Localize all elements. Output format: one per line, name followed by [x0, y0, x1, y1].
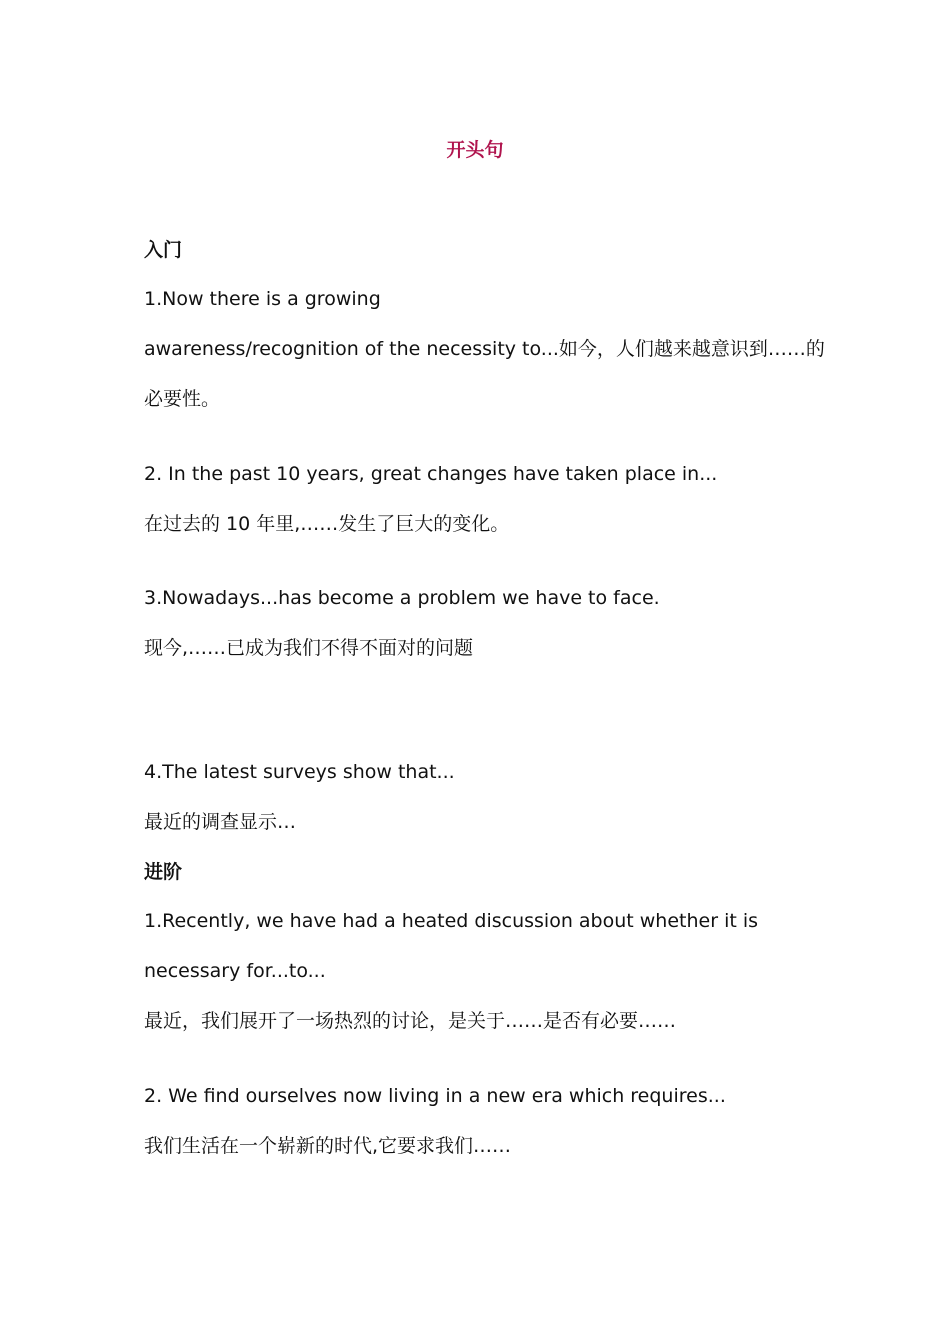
item-2-english: 2. In the past 10 years, great changes have taken place in... — [144, 463, 718, 485]
adv-item-1-english-line-1: 1.Recently, we have had a heated discussion about whether it is — [144, 910, 759, 932]
adv-item-1-chinese: 最近，我们展开了一场热烈的讨论，是关于……是否有必要…… — [144, 1010, 677, 1032]
document-title: 开头句 — [446, 139, 504, 161]
adv-item-1-english-line-2: necessary for...to... — [144, 960, 326, 982]
section-heading-beginner: 入门 — [144, 239, 183, 261]
item-3-chinese: 现今,……已成为我们不得不面对的问题 — [144, 637, 474, 659]
item-2-chinese: 在过去的 10 年里,……发生了巨大的变化。 — [144, 513, 510, 535]
section-heading-advanced: 进阶 — [144, 861, 183, 883]
item-4-english: 4.The latest surveys show that... — [144, 761, 455, 783]
item-1-english-line-1: 1.Now there is a growing — [144, 288, 381, 310]
item-3-english: 3.Nowadays...has become a problem we have to face. — [144, 587, 660, 609]
item-1-chinese: 必要性。 — [144, 388, 221, 410]
item-1-english-line-2: awareness/recognition of the necessity to...如今，人们越来越意识到……的 — [144, 338, 825, 360]
adv-item-2-english: 2. We find ourselves now living in a new era which requires... — [144, 1085, 726, 1107]
item-4-chinese: 最近的调查显示… — [144, 811, 297, 833]
adv-item-2-chinese: 我们生活在一个崭新的时代,它要求我们…… — [144, 1135, 512, 1157]
